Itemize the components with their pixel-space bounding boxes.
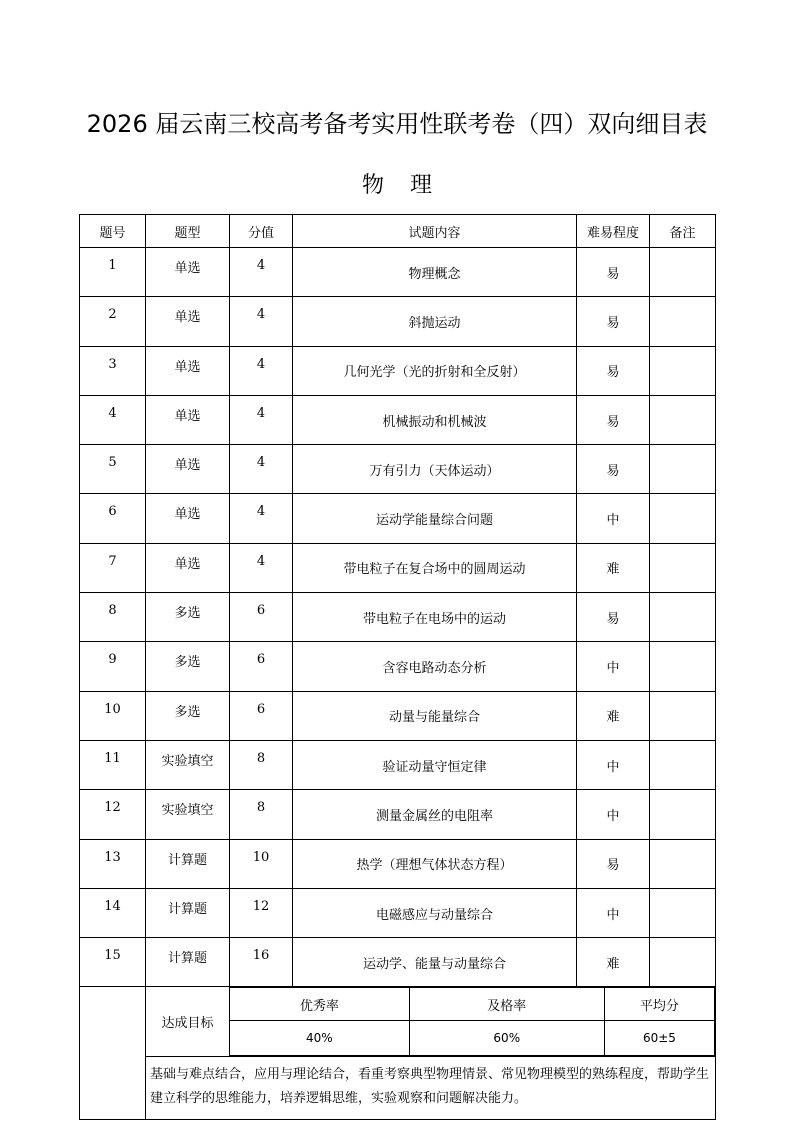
table-row xyxy=(80,888,716,937)
header-cell-content: 试题内容 xyxy=(293,215,577,248)
note-cell xyxy=(650,593,716,642)
score-cell: 8 xyxy=(230,790,293,839)
goal-blank-cell xyxy=(80,987,146,1120)
difficulty-cell: 难 xyxy=(577,543,650,592)
score-cell: 4 xyxy=(230,543,293,592)
table-row xyxy=(80,642,716,691)
content-cell: 物理概念 xyxy=(293,248,577,297)
excellent-rate-value: 40% xyxy=(230,1021,409,1056)
score-cell: 4 xyxy=(230,248,293,297)
content-cell: 含容电路动态分析 xyxy=(293,642,577,691)
pass-rate-header: 及格率 xyxy=(409,988,604,1021)
difficulty-cell: 中 xyxy=(577,740,650,789)
score-cell: 4 xyxy=(230,395,293,444)
table-row xyxy=(80,790,716,839)
header-cell-type: 题型 xyxy=(146,215,230,248)
question-number-cell: 14 xyxy=(80,888,146,937)
note-cell xyxy=(650,543,716,592)
note-cell xyxy=(650,790,716,839)
question-number-cell: 11 xyxy=(80,740,146,789)
header-cell-difficulty: 难易程度 xyxy=(577,215,650,248)
question-number-cell: 5 xyxy=(80,445,146,494)
content-cell: 运动学能量综合问题 xyxy=(293,494,577,543)
question-number-cell: 1 xyxy=(80,248,146,297)
score-cell: 4 xyxy=(230,445,293,494)
note-cell xyxy=(650,494,716,543)
note-cell xyxy=(650,839,716,888)
question-number-cell: 3 xyxy=(80,346,146,395)
table-row xyxy=(80,740,716,789)
goal-metrics-table xyxy=(230,987,715,1056)
description-row xyxy=(80,1057,716,1120)
score-cell: 4 xyxy=(230,494,293,543)
average-score-value: 60±5 xyxy=(604,1021,714,1056)
table-row xyxy=(80,395,716,444)
score-cell: 10 xyxy=(230,839,293,888)
question-number-cell: 10 xyxy=(80,691,146,740)
note-cell xyxy=(650,740,716,789)
difficulty-cell: 易 xyxy=(577,248,650,297)
question-type-cell: 单选 xyxy=(146,395,230,444)
question-number-cell: 7 xyxy=(80,543,146,592)
note-cell xyxy=(650,445,716,494)
score-cell: 6 xyxy=(230,691,293,740)
question-type-cell: 计算题 xyxy=(146,839,230,888)
subject-heading: 物理 xyxy=(361,173,458,198)
difficulty-cell: 难 xyxy=(577,691,650,740)
question-type-cell: 多选 xyxy=(146,642,230,691)
score-cell: 4 xyxy=(230,297,293,346)
difficulty-cell: 中 xyxy=(577,888,650,937)
content-cell: 斜抛运动 xyxy=(293,297,577,346)
content-cell: 带电粒子在复合场中的圆周运动 xyxy=(293,543,577,592)
difficulty-cell: 易 xyxy=(577,346,650,395)
header-cell-number: 题号 xyxy=(80,215,146,248)
content-cell: 验证动量守恒定律 xyxy=(293,740,577,789)
note-cell xyxy=(650,691,716,740)
question-type-cell: 单选 xyxy=(146,445,230,494)
score-cell: 4 xyxy=(230,346,293,395)
table-row xyxy=(80,445,716,494)
question-type-cell: 单选 xyxy=(146,297,230,346)
score-cell: 12 xyxy=(230,888,293,937)
table-row xyxy=(80,691,716,740)
question-number-cell: 6 xyxy=(80,494,146,543)
table-row xyxy=(80,839,716,888)
difficulty-cell: 中 xyxy=(577,642,650,691)
difficulty-cell: 中 xyxy=(577,494,650,543)
question-number-cell: 9 xyxy=(80,642,146,691)
question-type-cell: 单选 xyxy=(146,543,230,592)
content-cell: 测量金属丝的电阻率 xyxy=(293,790,577,839)
question-type-cell: 计算题 xyxy=(146,888,230,937)
question-number-cell: 12 xyxy=(80,790,146,839)
score-cell: 6 xyxy=(230,642,293,691)
question-type-cell: 计算题 xyxy=(146,938,230,987)
question-number-cell: 4 xyxy=(80,395,146,444)
note-cell xyxy=(650,642,716,691)
difficulty-cell: 中 xyxy=(577,790,650,839)
header-cell-note: 备注 xyxy=(650,215,716,248)
question-number-cell: 2 xyxy=(80,297,146,346)
score-cell: 16 xyxy=(230,938,293,987)
note-cell xyxy=(650,248,716,297)
difficulty-cell: 易 xyxy=(577,395,650,444)
note-cell xyxy=(650,297,716,346)
table-row xyxy=(80,593,716,642)
specification-table xyxy=(79,214,716,1120)
question-type-cell: 单选 xyxy=(146,494,230,543)
note-cell xyxy=(650,346,716,395)
table-row xyxy=(80,938,716,987)
content-cell: 动量与能量综合 xyxy=(293,691,577,740)
question-type-cell: 单选 xyxy=(146,248,230,297)
difficulty-cell: 易 xyxy=(577,593,650,642)
difficulty-cell: 难 xyxy=(577,938,650,987)
pass-rate-value: 60% xyxy=(409,1021,604,1056)
question-type-cell: 单选 xyxy=(146,346,230,395)
difficulty-cell: 易 xyxy=(577,839,650,888)
average-score-header: 平均分 xyxy=(604,988,714,1021)
goal-row xyxy=(80,987,716,1057)
note-cell xyxy=(650,938,716,987)
question-number-cell: 8 xyxy=(80,593,146,642)
table-row xyxy=(80,346,716,395)
content-cell: 万有引力（天体运动） xyxy=(293,445,577,494)
note-cell xyxy=(650,888,716,937)
content-cell: 机械振动和机械波 xyxy=(293,395,577,444)
score-cell: 6 xyxy=(230,593,293,642)
content-cell: 带电粒子在电场中的运动 xyxy=(293,593,577,642)
question-type-cell: 多选 xyxy=(146,691,230,740)
difficulty-cell: 易 xyxy=(577,297,650,346)
question-number-cell: 15 xyxy=(80,938,146,987)
table-row xyxy=(80,297,716,346)
question-type-cell: 实验填空 xyxy=(146,790,230,839)
score-cell: 8 xyxy=(230,740,293,789)
difficulty-cell: 易 xyxy=(577,445,650,494)
content-cell: 热学（理想气体状态方程） xyxy=(293,839,577,888)
table-row xyxy=(80,494,716,543)
goal-metrics-cell xyxy=(230,987,716,1057)
goal-label: 达成目标 xyxy=(146,987,230,1057)
content-cell: 几何光学（光的折射和全反射） xyxy=(293,346,577,395)
table-row xyxy=(80,543,716,592)
content-cell: 运动学、能量与动量综合 xyxy=(293,938,577,987)
description-text: 基础与难点结合，应用与理论结合，看重考察典型物理情景、常见物理模型的熟练程度，帮助学生建立科学的思维能力，培养逻辑思维，实验观察和问题解决能力。 xyxy=(146,1057,716,1120)
table-row xyxy=(80,248,716,297)
header-cell-score: 分值 xyxy=(230,215,293,248)
document-title: 2026 届云南三校高考备考实用性联考卷（四）双向细目表 xyxy=(86,110,708,138)
table-header-row xyxy=(80,215,716,248)
question-number-cell: 13 xyxy=(80,839,146,888)
question-type-cell: 实验填空 xyxy=(146,740,230,789)
question-type-cell: 多选 xyxy=(146,593,230,642)
content-cell: 电磁感应与动量综合 xyxy=(293,888,577,937)
excellent-rate-header: 优秀率 xyxy=(230,988,409,1021)
note-cell xyxy=(650,395,716,444)
